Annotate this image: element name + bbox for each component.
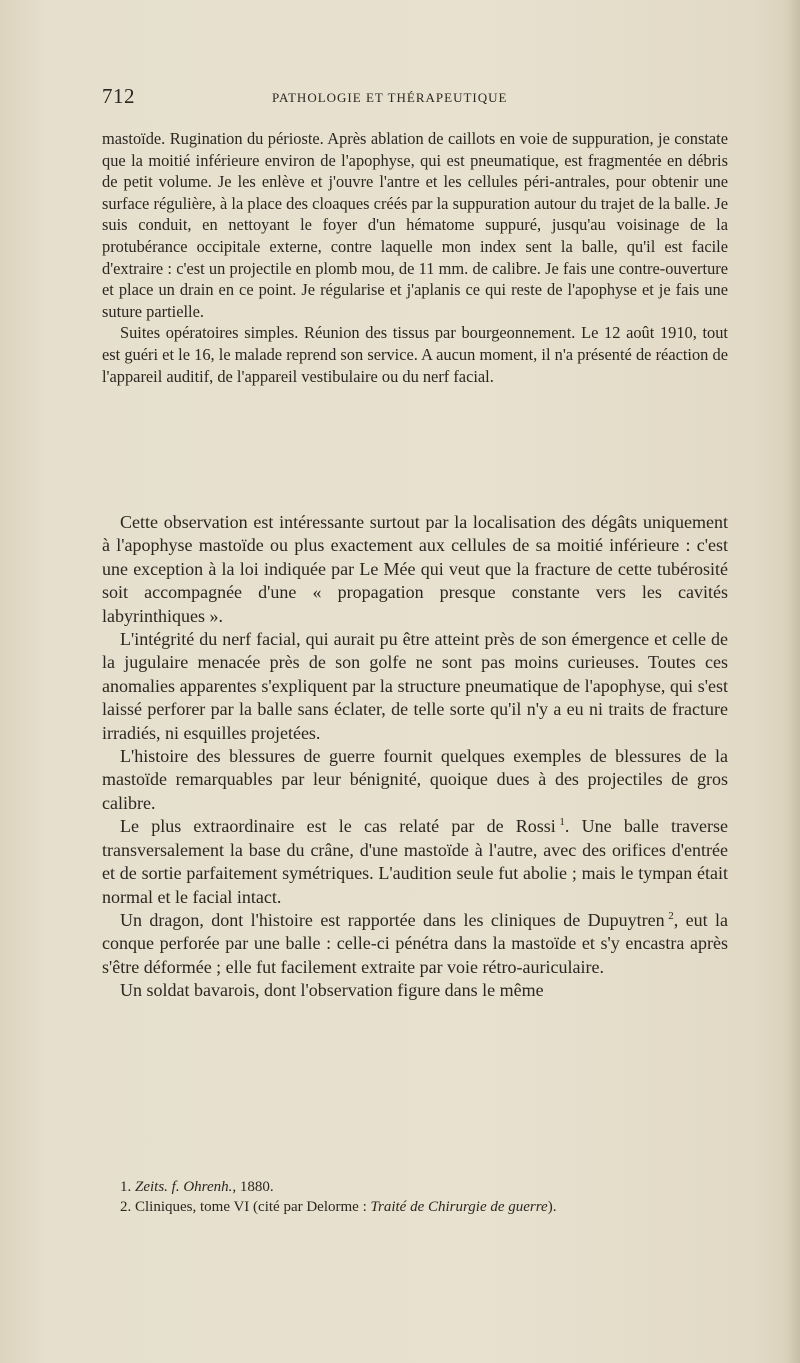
footnote-text: Cliniques, tome VI (cité par Delorme : (135, 1199, 367, 1215)
discussion-paragraph (102, 815, 728, 909)
footnote-number: 1. (120, 1179, 132, 1195)
observation-text (102, 128, 728, 387)
paragraph-text: , eut la conque perforée par une balle : celle-ci pénétra dans la mastoïde et s'y encastra après s'être déformée ; elle fut facilement extraite par voie rétro-auriculaire. (102, 909, 728, 977)
page-number: 712 (102, 84, 135, 108)
discussion-paragraph: L'intégrité du nerf facial, qui aurait pu être atteint près de son émergence et celle de la jugulaire menacée près de son golfe ne sont pas moins curieuses. Toutes ces anomalies apparentes s'expliquent par la structure pneumatique de l'apophyse, qui s'est laissé perforer par la balle sans éclater, de telle sorte qu'il n'y a eu ni traits de fracture irradiés, ni esquilles projetées. (102, 629, 728, 743)
footnote-2 (102, 1197, 742, 1217)
footnote-number: 2. (120, 1199, 132, 1215)
page-edge-shadow (786, 0, 800, 1363)
footnotes (102, 1177, 742, 1217)
footnote-text: ). (547, 1199, 557, 1215)
footnote-1 (102, 1177, 742, 1197)
observation-paragraph: Suites opératoires simples. Réunion des tissus par bourgeonnement. Le 12 août 1910, tout est guéri et le 16, le malade reprend son service. A aucun moment, il n'a présenté de réaction de l'appareil auditif, de l'appareil vestibulaire ou du nerf facial. (102, 323, 728, 386)
paragraph-text: . Une balle traverse transversalement la base du crâne, d'une mastoïde à l'autre, avec des orifices d'entrée et de sortie parfaitement symétriques. L'audition seule fut abolie ; mais le tympan était normal et le facial intact. (102, 816, 729, 907)
paragraph-text: Le plus extraordinaire est le cas relaté par de Rossi (120, 816, 556, 837)
footnote-journal-title: Zeits. f. Ohrenh. (135, 1179, 233, 1195)
footnote-reference: 1 (559, 816, 565, 829)
paragraph-text: Un dragon, dont l'histoire est rapportée dans les cliniques de Dupuytren (120, 909, 665, 930)
footnote-text: , 1880. (232, 1179, 274, 1195)
discussion-paragraph: Cette observation est intéressante surtout par la localisation des dégâts uniquement à l'apophyse mastoïde ou plus exactement aux cellules de sa moitié inférieure : c'est une exception à la loi indiquée par Le Mée qui veut que la fracture de cette tubérosité soit accompagnée d'une « propagation presque constante vers les cavités labyrinthiques ». (102, 512, 728, 626)
discussion-paragraph: Un soldat bavarois, dont l'observation figure dans le même (120, 980, 544, 1001)
discussion-text (102, 511, 728, 1003)
observation-paragraph: mastoïde. Rugination du périoste. Après ablation de caillots en voie de suppuration, je constate que la moitié inférieure environ de l'apophyse, qui est pneumatique, est fragmentée en débris de petit volume. Je les enlève et j'ouvre l'antre et les cellules péri-antrales, pour obtenir une surface régulière, à la place des cloaques créés par la suppuration autour du trajet de la balle. Je suis conduit, en nettoyant le foyer d'un hématome suppuré, jusqu'au voisinage de la protubérance occipitale externe, contre laquelle mon index sent la balle, qu'il est facile d'extraire : c'est un projectile en plomb mou, de 11 mm. de calibre. Je fais une contre-ouverture et place un drain en ce point. Je régularise et j'aplanis ce qui reste de l'apophyse et je fais une suture partielle. (102, 129, 728, 321)
running-title: PATHOLOGIE ET THÉRAPEUTIQUE (272, 90, 508, 105)
footnote-reference: 2 (668, 909, 674, 922)
discussion-paragraph: L'histoire des blessures de guerre fournit quelques exemples de blessures de la mastoïde remarquables par leur bénignité, quoique dues à des projectiles de gros calibre. (102, 746, 728, 813)
page-header (102, 84, 728, 112)
discussion-paragraph (102, 909, 728, 979)
footnote-book-title: Traité de Chirurgie de guerre (370, 1199, 548, 1215)
